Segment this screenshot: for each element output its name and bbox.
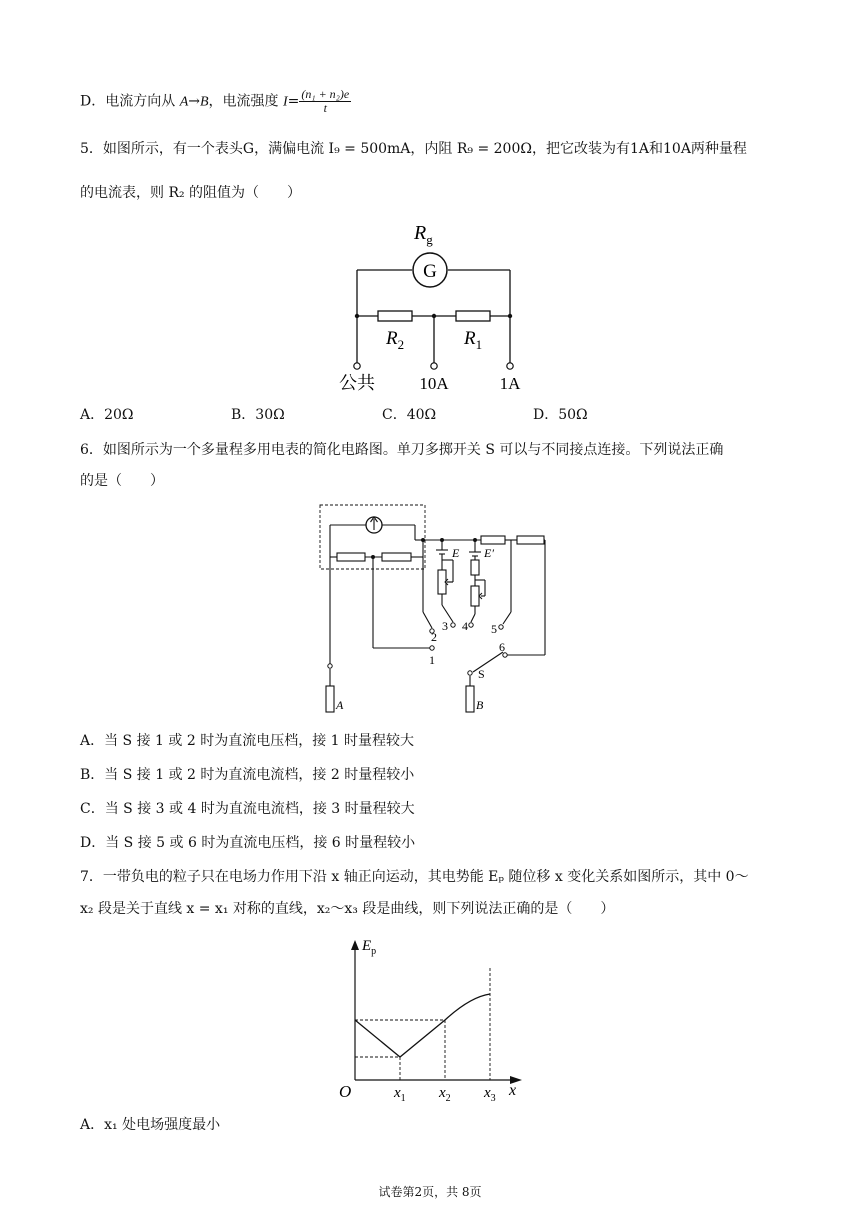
galvanometer-label: G xyxy=(423,261,437,282)
q6-option-a: A．当 S 接 1 或 2 时为直流电压档，接 1 时量程较大 xyxy=(80,733,415,749)
contact-6-label: 6 xyxy=(499,640,505,654)
q4-d-numerator: (n₁ + n₂)e xyxy=(301,87,350,101)
q5-stem-line1: 5．如图所示，有一个表头G，满偏电流 I₉ = 500mA，内阻 R₉ = 200Ω，把它改装为有1A和10A两种量程 xyxy=(80,141,747,157)
x2-tick-label: $x_2$ xyxy=(439,1085,451,1102)
r1-label: $R_1$ xyxy=(464,328,483,352)
ep-curve xyxy=(355,994,490,1057)
contact-4-label: 4 xyxy=(462,619,468,633)
terminal-1a-node xyxy=(507,363,513,369)
rg-label: $R_g$ xyxy=(414,222,433,247)
q7-ep-x-graph xyxy=(330,932,530,1102)
q6-option-d: D．当 S 接 5 或 6 时为直流电压档，接 6 时量程较小 xyxy=(80,835,416,851)
terminal-common-label: 公共 xyxy=(339,373,375,393)
q5-option-d: D．50Ω xyxy=(533,407,588,423)
battery-e-label: E xyxy=(452,546,460,560)
q6-stem-line2: 的是（ ） xyxy=(80,473,164,489)
q6-stem-line1: 6．如图所示为一个多量程多用电表的简化电路图。单刀多掷开关 S 可以与不同接点连接。下列说法正确 xyxy=(80,442,724,458)
q6-option-b: B．当 S 接 1 或 2 时为直流电流档，接 2 时量程较小 xyxy=(80,767,415,783)
q4-d-var-i: I xyxy=(283,94,288,110)
q5-stem-line2: 的电流表，则 R₂ 的阻值为（ ） xyxy=(80,185,302,201)
resistor-r2 xyxy=(378,311,412,321)
x3-tick-label: $x_3$ xyxy=(484,1085,496,1102)
q4-d-point-b: B xyxy=(199,94,209,110)
origin-label: O xyxy=(339,1082,352,1101)
battery-e-prime-label: E′ xyxy=(484,546,494,560)
q6-multimeter-circuit-figure xyxy=(315,500,555,720)
probe-a-label: A xyxy=(336,698,344,712)
q4-d-mid: ，电流强度 xyxy=(208,93,283,110)
terminal-10a-label: 10A xyxy=(419,374,449,393)
q7-option-a: A．x₁ 处电场强度最小 xyxy=(80,1117,221,1133)
q4-d-prefix: D．电流方向从 xyxy=(80,93,180,110)
q7-stem-line1: 7．一带负电的粒子只在电场力作用下沿 x 轴正向运动，其电势能 Eₚ 随位移 x 变化关系如图所示，其中 0～ xyxy=(80,869,749,885)
q5-circuit-figure xyxy=(330,215,550,395)
q4-d-arrow: → xyxy=(188,93,200,110)
q5-option-b: B．30Ω xyxy=(231,407,285,423)
q4-option-d xyxy=(80,88,351,115)
resistor-r1 xyxy=(456,311,490,321)
q4-d-eq: = xyxy=(287,93,300,110)
x1-tick-label: $x_1$ xyxy=(394,1085,406,1102)
q4-d-fraction xyxy=(299,88,351,115)
probe-b-label: B xyxy=(476,698,484,712)
contact-2-label: 2 xyxy=(431,630,437,644)
terminal-10a-node xyxy=(431,363,437,369)
y-axis-label: $E_p$ xyxy=(362,938,377,957)
q5-option-c: C．40Ω xyxy=(382,407,437,423)
terminal-common-node xyxy=(354,363,360,369)
r2-label: $R_2$ xyxy=(386,328,405,352)
q5-option-a: A．20Ω xyxy=(80,407,134,423)
q4-d-point-a: A xyxy=(179,94,189,110)
q6-option-c: C．当 S 接 3 或 4 时为直流电流档，接 3 时量程较大 xyxy=(80,801,415,817)
x-axis-label: x xyxy=(509,1082,517,1099)
q7-stem-line2: x₂ 段是关于直线 x = x₁ 对称的直线，x₂～x₃ 段是曲线，则下列说法正确的是（ ） xyxy=(80,901,615,917)
page-footer: 试卷第2页，共 8页 xyxy=(378,1185,482,1199)
contact-5-label: 5 xyxy=(491,622,497,636)
contact-1-label: 1 xyxy=(429,653,435,667)
switch-s-label: S xyxy=(478,667,485,681)
contact-3-label: 3 xyxy=(442,619,448,633)
q4-d-denominator: t xyxy=(323,101,327,115)
terminal-1a-label: 1A xyxy=(499,374,521,393)
